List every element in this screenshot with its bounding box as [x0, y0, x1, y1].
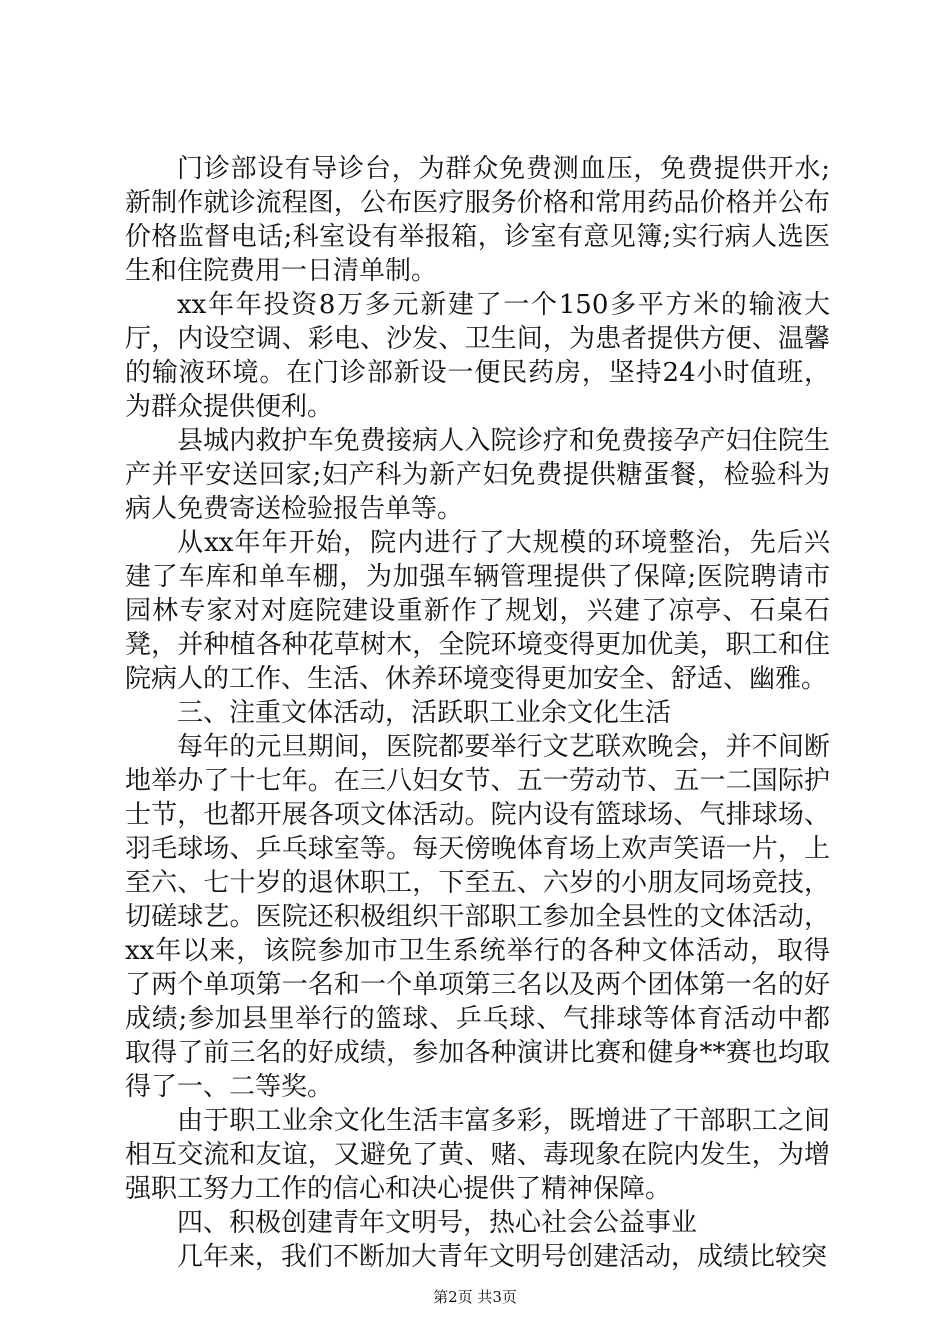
section-heading-3: 三、注重文体活动，活跃职工业余文化生活 — [177, 698, 672, 728]
paragraph-7: 几年来，我们不断加大青年文明号创建活动，成绩比较突 — [177, 1242, 828, 1272]
paragraph-4: 从xx年年开始，院内进行了大规模的环境整治，先后兴建了车库和单车棚，为加强车辆管理提供了保障;医院聘请市园林专家对对庭院建设重新作了规划，兴建了凉亭、石桌石凳，并种植各种花草树木，全院环境变得更加优美，职工和住院病人的工作、生活、休养环境变得更加安全、舒适、幽雅。 — [125, 528, 830, 694]
document-body — [125, 152, 830, 1274]
paragraph-1: 门诊部设有导诊台，为群众免费测血压，免费提供开水;新制作就诊流程图，公布医疗服务价格和常用药品价格并公布价格监督电话;科室设有举报箱，诊室有意见簿;实行病人选医生和住院费用一日清单制。 — [125, 154, 830, 286]
page-number-footer: 第2页 共3页 — [433, 1288, 517, 1306]
paragraph-5: 每年的元旦期间，医院都要举行文艺联欢晚会，并不间断地举办了十七年。在三八妇女节、五一劳动节、五一二国际护士节，也都开展各项文体活动。院内设有篮球场、气排球场、羽毛球场、乒乓球室等。每天傍晚体育场上欢声笑语一片，上至六、七十岁的退休职工，下至五、六岁的小朋友同场竞技，切磋球艺。医院还积极组织干部职工参加全县性的文体活动，xx年以来，该院参加市卫生系统举行的各种文体活动，取得了两个单项第一名和一个单项第三名以及两个团体第一名的好成绩;参加县里举行的篮球、乒乓球、气排球等体育活动中都取得了前三名的好成绩，参加各种演讲比赛和健身**赛也均取得了一、二等奖。 — [125, 732, 830, 1102]
paragraph-6: 由于职工业余文化生活丰富多彩，既增进了干部职工之间相互交流和友谊，又避免了黄、赌、毒现象在院内发生，为增强职工努力工作的信心和决心提供了精神保障。 — [125, 1106, 830, 1204]
section-heading-4: 四、积极创建青年文明号，热心社会公益事业 — [177, 1208, 698, 1238]
paragraph-3: 县城内救护车免费接病人入院诊疗和免费接孕产妇住院生产并平安送回家;妇产科为新产妇免费提供糖蛋餐，检验科为病人免费寄送检验报告单等。 — [125, 426, 830, 524]
paragraph-2: xx年年投资8万多元新建了一个150多平方米的输液大厅，内设空调、彩电、沙发、卫生间，为患者提供方便、温馨的输液环境。在门诊部新设一便民药房，坚持24小时值班，为群众提供便利。 — [125, 290, 830, 422]
